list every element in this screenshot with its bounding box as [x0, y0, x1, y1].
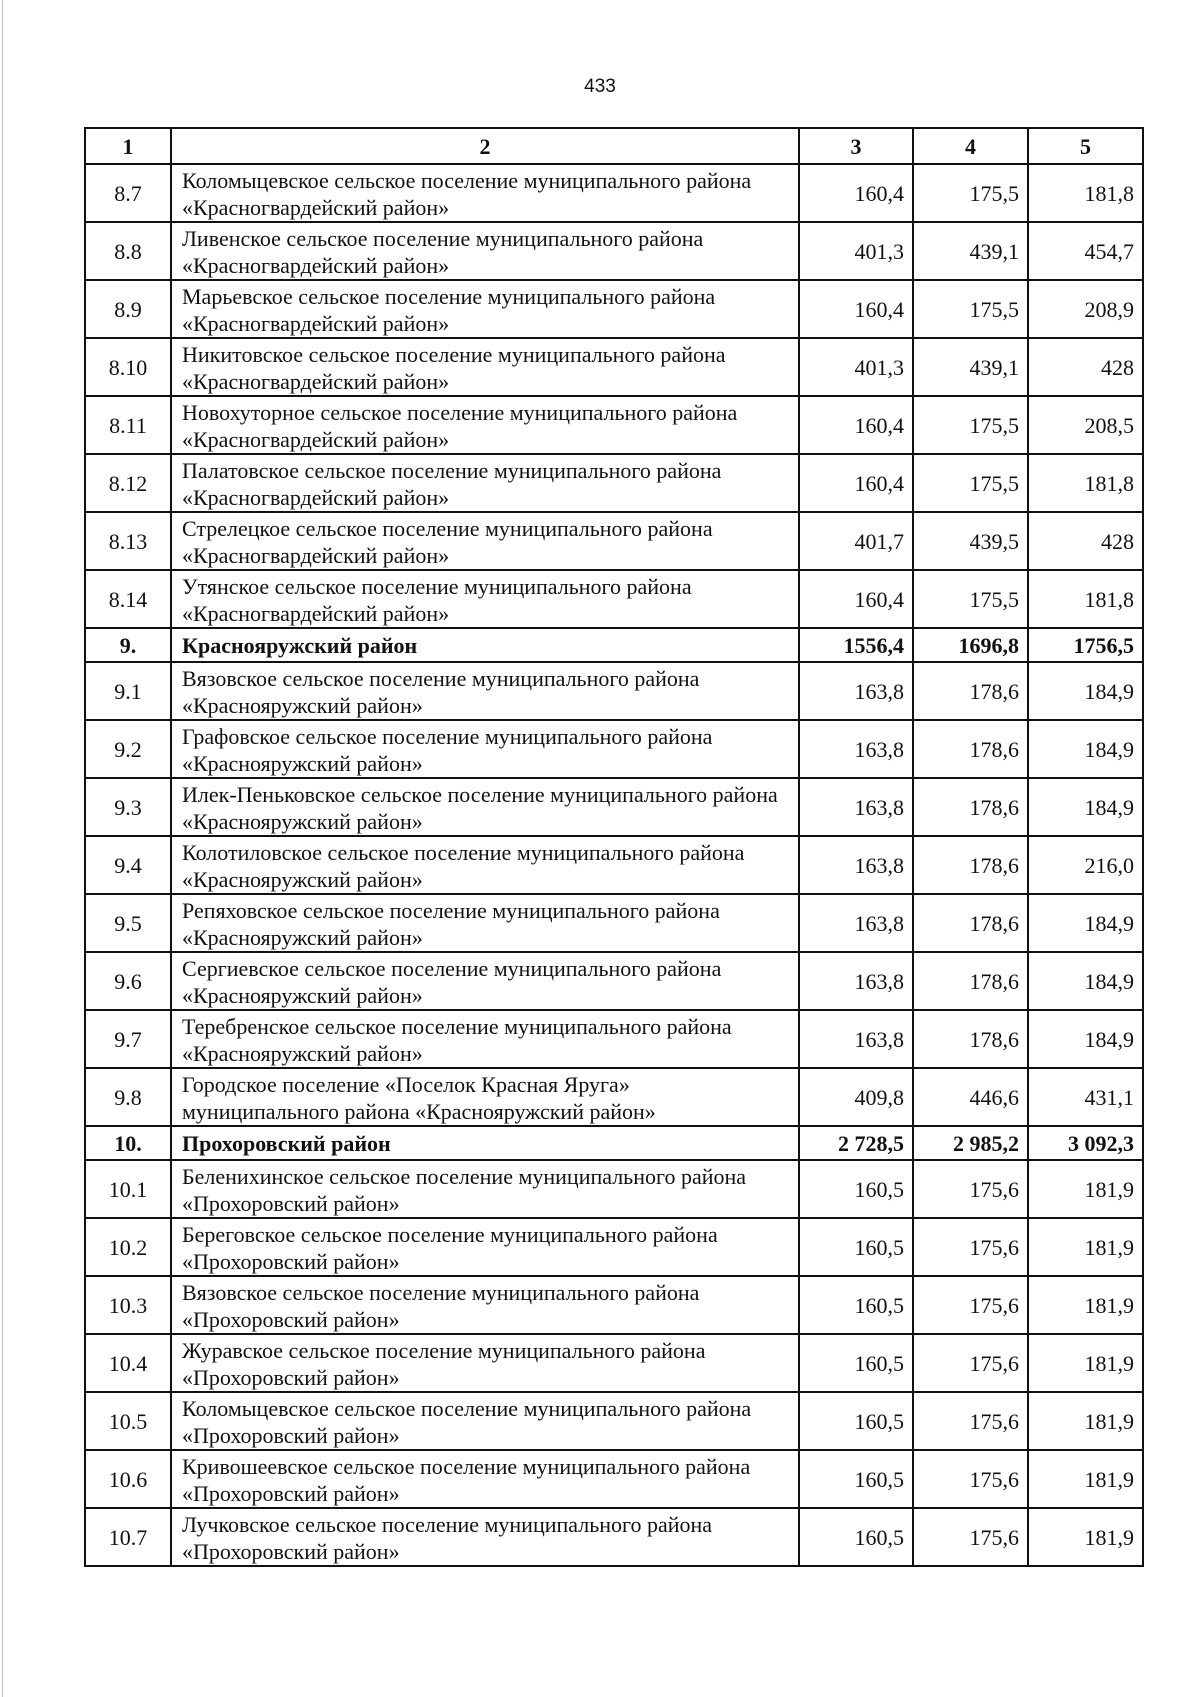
value-col5-cell: 208,5	[1028, 396, 1143, 454]
value-col4-cell: 439,1	[913, 338, 1028, 396]
row-number-cell: 9.4	[85, 836, 171, 894]
row-number-cell: 10.6	[85, 1450, 171, 1508]
column-header-3: 3	[799, 128, 913, 164]
settlement-name-cell: Вязовское сельское поселение муниципального района «Краснояружский район»	[171, 662, 799, 720]
settlement-name-cell: Кривошеевское сельское поселение муниципального района «Прохоровский район»	[171, 1450, 799, 1508]
value-col3-cell: 160,5	[799, 1160, 913, 1218]
value-col4-cell: 175,6	[913, 1276, 1028, 1334]
row-number-cell: 9.2	[85, 720, 171, 778]
value-col3-cell: 163,8	[799, 1010, 913, 1068]
value-col4-cell: 175,6	[913, 1334, 1028, 1392]
value-col3-cell: 1556,4	[799, 628, 913, 662]
table-row	[85, 570, 1143, 628]
value-col4-cell: 178,6	[913, 836, 1028, 894]
settlement-name-cell: Береговское сельское поселение муниципального района «Прохоровский район»	[171, 1218, 799, 1276]
row-number-cell: 8.11	[85, 396, 171, 454]
value-col4-cell: 178,6	[913, 952, 1028, 1010]
table-row	[85, 396, 1143, 454]
value-col4-cell: 1696,8	[913, 628, 1028, 662]
row-number-cell: 9.6	[85, 952, 171, 1010]
row-number-cell: 8.7	[85, 164, 171, 222]
value-col3-cell: 163,8	[799, 952, 913, 1010]
value-col3-cell: 163,8	[799, 894, 913, 952]
value-col5-cell: 181,9	[1028, 1392, 1143, 1450]
value-col5-cell: 1756,5	[1028, 628, 1143, 662]
value-col5-cell: 181,9	[1028, 1276, 1143, 1334]
table-body	[85, 164, 1143, 1566]
value-col4-cell: 178,6	[913, 894, 1028, 952]
value-col3-cell: 160,4	[799, 280, 913, 338]
value-col4-cell: 175,6	[913, 1218, 1028, 1276]
value-col5-cell: 428	[1028, 338, 1143, 396]
table-row	[85, 1334, 1143, 1392]
value-col4-cell: 178,6	[913, 720, 1028, 778]
value-col5-cell: 181,8	[1028, 454, 1143, 512]
settlement-name-cell: Илек-Пеньковское сельское поселение муниципального района «Краснояружский район»	[171, 778, 799, 836]
value-col5-cell: 181,8	[1028, 570, 1143, 628]
settlement-name-cell: Журавское сельское поселение муниципального района «Прохоровский район»	[171, 1334, 799, 1392]
settlement-name-cell: Лучковское сельское поселение муниципального района «Прохоровский район»	[171, 1508, 799, 1566]
value-col5-cell: 181,9	[1028, 1508, 1143, 1566]
row-number-cell: 8.10	[85, 338, 171, 396]
settlement-name-cell: Краснояружский район	[171, 628, 799, 662]
value-col4-cell: 178,6	[913, 662, 1028, 720]
settlement-name-cell: Палатовское сельское поселение муниципального района «Красногвардейский район»	[171, 454, 799, 512]
row-number-cell: 8.14	[85, 570, 171, 628]
settlement-name-cell: Колотиловское сельское поселение муниципального района «Краснояружский район»	[171, 836, 799, 894]
value-col5-cell: 454,7	[1028, 222, 1143, 280]
row-number-cell: 8.13	[85, 512, 171, 570]
row-number-cell: 8.8	[85, 222, 171, 280]
row-number-cell: 10.5	[85, 1392, 171, 1450]
row-number-cell: 10.3	[85, 1276, 171, 1334]
value-col4-cell: 175,5	[913, 164, 1028, 222]
value-col5-cell: 184,9	[1028, 1010, 1143, 1068]
table-row	[85, 1010, 1143, 1068]
value-col3-cell: 401,3	[799, 338, 913, 396]
settlement-name-cell: Городское поселение «Поселок Красная Яруга» муниципального района «Краснояружский район»	[171, 1068, 799, 1126]
value-col5-cell: 431,1	[1028, 1068, 1143, 1126]
value-col5-cell: 428	[1028, 512, 1143, 570]
column-header-5: 5	[1028, 128, 1143, 164]
settlement-name-cell: Никитовское сельское поселение муниципального района «Красногвардейский район»	[171, 338, 799, 396]
value-col5-cell: 3 092,3	[1028, 1126, 1143, 1160]
settlement-name-cell: Стрелецкое сельское поселение муниципального района «Красногвардейский район»	[171, 512, 799, 570]
value-col4-cell: 175,5	[913, 570, 1028, 628]
value-col3-cell: 160,5	[799, 1218, 913, 1276]
settlement-name-cell: Репяховское сельское поселение муниципального района «Краснояружский район»	[171, 894, 799, 952]
table-row	[85, 894, 1143, 952]
district-total-row	[85, 1126, 1143, 1160]
value-col4-cell: 175,6	[913, 1392, 1028, 1450]
table-row	[85, 662, 1143, 720]
row-number-cell: 9.5	[85, 894, 171, 952]
table-row	[85, 222, 1143, 280]
table-row	[85, 338, 1143, 396]
table-row	[85, 512, 1143, 570]
settlement-name-cell: Беленихинское сельское поселение муниципального района «Прохоровский район»	[171, 1160, 799, 1218]
table-row	[85, 1276, 1143, 1334]
table-row	[85, 454, 1143, 512]
value-col3-cell: 160,4	[799, 454, 913, 512]
row-number-cell: 9.3	[85, 778, 171, 836]
row-number-cell: 10.7	[85, 1508, 171, 1566]
value-col4-cell: 446,6	[913, 1068, 1028, 1126]
row-number-cell: 10.	[85, 1126, 171, 1160]
row-number-cell: 10.4	[85, 1334, 171, 1392]
value-col3-cell: 163,8	[799, 778, 913, 836]
value-col3-cell: 160,4	[799, 396, 913, 454]
row-number-cell: 9.7	[85, 1010, 171, 1068]
value-col3-cell: 160,5	[799, 1334, 913, 1392]
value-col5-cell: 181,9	[1028, 1450, 1143, 1508]
row-number-cell: 10.1	[85, 1160, 171, 1218]
row-number-cell: 9.8	[85, 1068, 171, 1126]
value-col5-cell: 181,9	[1028, 1334, 1143, 1392]
value-col5-cell: 208,9	[1028, 280, 1143, 338]
page-number: 433	[584, 76, 616, 97]
settlement-name-cell: Марьевское сельское поселение муниципального района «Красногвардейский район»	[171, 280, 799, 338]
settlement-name-cell: Коломыцевское сельское поселение муниципального района «Прохоровский район»	[171, 1392, 799, 1450]
value-col4-cell: 439,1	[913, 222, 1028, 280]
value-col3-cell: 160,5	[799, 1392, 913, 1450]
value-col5-cell: 184,9	[1028, 778, 1143, 836]
row-number-cell: 10.2	[85, 1218, 171, 1276]
value-col3-cell: 160,5	[799, 1276, 913, 1334]
value-col5-cell: 184,9	[1028, 720, 1143, 778]
value-col5-cell: 184,9	[1028, 952, 1143, 1010]
value-col3-cell: 160,4	[799, 570, 913, 628]
settlement-name-cell: Ливенское сельское поселение муниципального района «Красногвардейский район»	[171, 222, 799, 280]
table-row	[85, 1218, 1143, 1276]
value-col4-cell: 178,6	[913, 778, 1028, 836]
value-col4-cell: 175,5	[913, 280, 1028, 338]
value-col3-cell: 163,8	[799, 662, 913, 720]
value-col5-cell: 216,0	[1028, 836, 1143, 894]
row-number-cell: 9.	[85, 628, 171, 662]
value-col4-cell: 439,5	[913, 512, 1028, 570]
column-number-row	[85, 128, 1143, 164]
settlement-name-cell: Графовское сельское поселение муниципального района «Краснояружский район»	[171, 720, 799, 778]
row-number-cell: 8.12	[85, 454, 171, 512]
column-header-4: 4	[913, 128, 1028, 164]
table-row	[85, 1450, 1143, 1508]
table-row	[85, 1160, 1143, 1218]
value-col4-cell: 175,5	[913, 396, 1028, 454]
value-col3-cell: 163,8	[799, 720, 913, 778]
table-row	[85, 778, 1143, 836]
settlement-name-cell: Сергиевское сельское поселение муниципального района «Краснояружский район»	[171, 952, 799, 1010]
table-row	[85, 164, 1143, 222]
value-col4-cell: 178,6	[913, 1010, 1028, 1068]
value-col3-cell: 2 728,5	[799, 1126, 913, 1160]
settlement-name-cell: Теребренское сельское поселение муниципального района «Краснояружский район»	[171, 1010, 799, 1068]
value-col5-cell: 184,9	[1028, 662, 1143, 720]
table-row	[85, 720, 1143, 778]
district-total-row	[85, 628, 1143, 662]
table-row	[85, 952, 1143, 1010]
value-col4-cell: 175,6	[913, 1508, 1028, 1566]
value-col5-cell: 181,9	[1028, 1160, 1143, 1218]
value-col3-cell: 160,5	[799, 1450, 913, 1508]
value-col3-cell: 163,8	[799, 836, 913, 894]
row-number-cell: 9.1	[85, 662, 171, 720]
value-col4-cell: 175,5	[913, 454, 1028, 512]
value-col3-cell: 401,3	[799, 222, 913, 280]
value-col4-cell: 2 985,2	[913, 1126, 1028, 1160]
table-row	[85, 1392, 1143, 1450]
table-row	[85, 1068, 1143, 1126]
value-col3-cell: 160,4	[799, 164, 913, 222]
settlement-name-cell: Утянское сельское поселение муниципального района «Красногвардейский район»	[171, 570, 799, 628]
value-col3-cell: 401,7	[799, 512, 913, 570]
column-header-2: 2	[171, 128, 799, 164]
value-col4-cell: 175,6	[913, 1160, 1028, 1218]
row-number-cell: 8.9	[85, 280, 171, 338]
value-col5-cell: 181,9	[1028, 1218, 1143, 1276]
table-row	[85, 280, 1143, 338]
value-col3-cell: 160,5	[799, 1508, 913, 1566]
value-col5-cell: 181,8	[1028, 164, 1143, 222]
scan-edge-line	[2, 0, 3, 1697]
value-col3-cell: 409,8	[799, 1068, 913, 1126]
table-header	[85, 128, 1143, 164]
column-header-1: 1	[85, 128, 171, 164]
table-row	[85, 1508, 1143, 1566]
table-row	[85, 836, 1143, 894]
value-col4-cell: 175,6	[913, 1450, 1028, 1508]
settlement-name-cell: Вязовское сельское поселение муниципального района «Прохоровский район»	[171, 1276, 799, 1334]
settlement-name-cell: Коломыцевское сельское поселение муниципального района «Красногвардейский район»	[171, 164, 799, 222]
settlement-name-cell: Прохоровский район	[171, 1126, 799, 1160]
settlement-name-cell: Новохуторное сельское поселение муниципального района «Красногвардейский район»	[171, 396, 799, 454]
value-col5-cell: 184,9	[1028, 894, 1143, 952]
budget-allocation-table	[84, 127, 1144, 1567]
